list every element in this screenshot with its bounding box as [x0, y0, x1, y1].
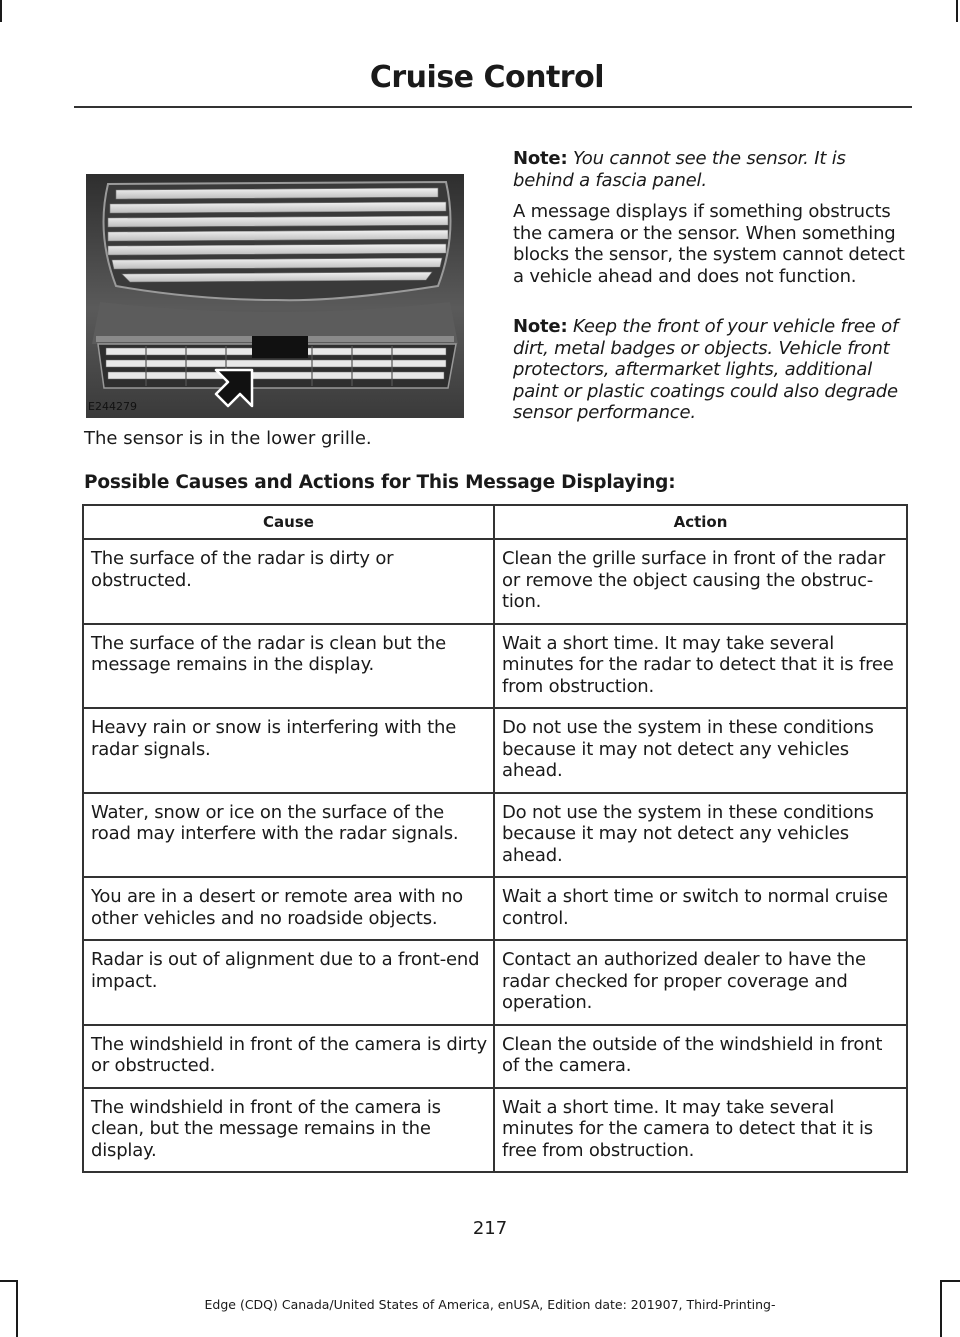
table-row	[83, 624, 907, 709]
crop-mark	[940, 1280, 960, 1282]
cause-cell: The windshield in front of the camera is clean, but the message remains in the display.	[83, 1088, 494, 1173]
figure-code: E244279	[88, 400, 137, 413]
crop-mark	[0, 0, 2, 22]
arrow-icon	[216, 370, 252, 406]
cause-cell: Water, snow or ice on the surface of the road may interfere with the radar signals.	[83, 793, 494, 878]
cause-cell: Radar is out of alignment due to a front-end impact.	[83, 940, 494, 1025]
column-header-cause: Cause	[83, 505, 494, 539]
action-cell: Clean the grille surface in front of the radar or remove the object causing the obstruc-tion.	[494, 539, 907, 624]
cause-cell: The windshield in front of the camera is dirty or obstructed.	[83, 1025, 494, 1088]
cause-cell: You are in a desert or remote area with no other vehicles and no roadside objects.	[83, 877, 494, 940]
table-row	[83, 1088, 907, 1173]
grille-illustration	[86, 174, 464, 418]
note-sensor-location	[513, 148, 908, 191]
figure-caption: The sensor is in the lower grille.	[84, 428, 372, 449]
action-cell: Wait a short time. It may take several minutes for the radar to detect that it is free from obstruction.	[494, 624, 907, 709]
page-number: 217	[472, 1218, 508, 1239]
cause-cell: Heavy rain or snow is interfering with the radar signals.	[83, 708, 494, 793]
table-row	[83, 708, 907, 793]
table-row	[83, 793, 907, 878]
cause-cell: The surface of the radar is clean but the message remains in the display.	[83, 624, 494, 709]
note-text: Keep the front of your vehicle free of dirt, metal badges or objects. Vehicle front protectors, aftermarket lights, additional paint or plastic coatings could also degrade sensor performance.	[513, 316, 899, 423]
note-label: Note:	[513, 316, 568, 337]
table-row	[83, 539, 907, 624]
action-cell: Wait a short time. It may take several minutes for the camera to detect that it is free from obstruction.	[494, 1088, 907, 1173]
table-row	[83, 1025, 907, 1088]
table-row	[83, 877, 907, 940]
column-header-action: Action	[494, 505, 907, 539]
page-title: Cruise Control	[369, 60, 604, 95]
note-keep-clean	[513, 316, 908, 424]
action-cell: Wait a short time or switch to normal cruise control.	[494, 877, 907, 940]
table-row	[83, 940, 907, 1025]
table-heading: Possible Causes and Actions for This Message Displaying:	[84, 472, 676, 493]
action-cell: Clean the outside of the windshield in front of the camera.	[494, 1025, 907, 1088]
grille-drawing	[86, 174, 464, 418]
causes-actions-table	[82, 504, 906, 1173]
action-cell: Contact an authorized dealer to have the radar checked for proper coverage and operation.	[494, 940, 907, 1025]
action-cell: Do not use the system in these conditions because it may not detect any vehicles ahead.	[494, 793, 907, 878]
obstruction-paragraph: A message displays if something obstructs the camera or the sensor. When something blocks the sensor, the system cannot detect a vehicle ahead and does not function.	[513, 201, 905, 287]
header-divider	[74, 106, 912, 108]
note-label: Note:	[513, 148, 568, 169]
crop-mark	[956, 0, 958, 22]
action-cell: Do not use the system in these conditions because it may not detect any vehicles ahead.	[494, 708, 907, 793]
note-text: You cannot see the sensor. It is behind a fascia panel.	[513, 148, 846, 191]
cause-cell: The surface of the radar is dirty or obstructed.	[83, 539, 494, 624]
page-footer: Edge (CDQ) Canada/United States of America, enUSA, Edition date: 201907, Third-Printing-	[204, 1297, 776, 1312]
table-header-row	[83, 505, 907, 539]
